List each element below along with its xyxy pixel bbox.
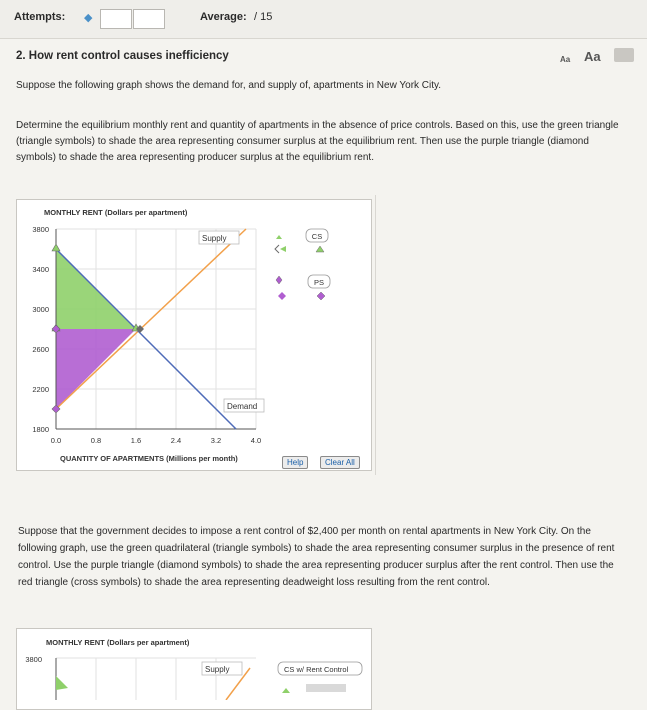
palette-ps-diamond-icon[interactable] xyxy=(278,292,286,300)
y-tick-label: 2200 xyxy=(32,385,49,394)
question-title: 2. How rent control causes inefficiency xyxy=(16,50,229,62)
font-decrease-button[interactable]: Aa xyxy=(560,55,571,64)
x-tick-label: 0.0 xyxy=(50,436,62,445)
help-button[interactable]: Help xyxy=(282,456,308,469)
y-tick-label: 1800 xyxy=(32,425,49,434)
cs-tool-icon[interactable] xyxy=(316,246,324,252)
rent-control-graph[interactable] xyxy=(16,628,370,700)
attempt-box xyxy=(100,9,132,29)
cs-tool-arrow-icon xyxy=(280,246,286,252)
top-bar xyxy=(0,0,647,39)
cs-legend-label: CS w/ Rent Control xyxy=(284,665,349,674)
attempt-box xyxy=(133,9,165,29)
clear-all-button[interactable]: Clear All xyxy=(320,456,360,469)
cs-tool-shape[interactable] xyxy=(306,684,346,692)
y-axis-label: MONTHLY RENT (Dollars per apartment) xyxy=(46,638,190,647)
y-tick-label: 2600 xyxy=(32,345,49,354)
cs-legend-label: CS xyxy=(311,232,323,241)
average-label: Average: xyxy=(200,11,247,23)
question-part2: Suppose that the government decides to impose a rent control of $2,400 per month on rental apartments in New York City. On the following graph, use the green quadrilateral (triangle symbols) to shade the area representing consumer surplus in the presence of rent control. Use the purple triangle (diamond symbols) to shade the area representing producer surplus after the rent control. Then use the red triangle (cross symbols) to shade the area representing deadweight loss resulting from the rent control. xyxy=(18,526,615,588)
x-tick-label: 3.2 xyxy=(210,436,222,445)
y-tick-label: 3800 xyxy=(25,655,42,664)
x-tick-label: 0.8 xyxy=(90,436,102,445)
supply-label: Supply xyxy=(202,234,227,243)
supply-demand-graph[interactable] xyxy=(16,199,370,469)
attempts-status-icon: ◆ xyxy=(84,12,93,24)
ps-legend-label: PS xyxy=(313,278,325,287)
print-icon[interactable] xyxy=(614,48,634,62)
palette[interactable] xyxy=(275,229,330,300)
x-tick-label: 1.6 xyxy=(130,436,142,445)
graph-divider xyxy=(375,195,376,475)
x-tick-label: 2.4 xyxy=(170,436,182,445)
ps-tool-icon[interactable] xyxy=(317,292,325,300)
y-tick-label: 3000 xyxy=(32,305,49,314)
y-tick-label: 3400 xyxy=(32,265,49,274)
question-intro: Suppose the following graph shows the demand for, and supply of, apartments in New York City. xyxy=(16,80,442,91)
y-tick-labels xyxy=(32,225,49,434)
cs-area[interactable] xyxy=(56,676,68,690)
attempts-label: Attempts: xyxy=(14,11,66,23)
cs-marker[interactable] xyxy=(52,244,60,251)
palette-arrow-icon xyxy=(275,245,279,253)
palette-ps-diamond-icon[interactable] xyxy=(276,276,282,284)
question-instructions: Determine the equilibrium monthly rent and quantity of apartments in the absence of price controls. Based on this, use the green triangle (triangle symbols) to shade the area representing consumer surplus at the equilibrium rent. Then use the purple triangle (diamond symbols) to shade the area representing producer surplus at the equilibrium rent. xyxy=(16,120,619,163)
y-tick-label: 3800 xyxy=(32,225,49,234)
x-tick-labels xyxy=(51,436,261,445)
supply-label: Supply xyxy=(205,665,230,674)
cs-tool-icon[interactable] xyxy=(282,688,290,693)
palette-cs-triangle-icon[interactable] xyxy=(276,235,282,239)
y-axis-label: MONTHLY RENT (Dollars per apartment) xyxy=(44,208,188,217)
demand-label: Demand xyxy=(227,402,258,411)
x-axis-label: QUANTITY OF APARTMENTS (Millions per month) xyxy=(60,454,238,463)
x-tick-label: 4.0 xyxy=(250,436,262,445)
font-increase-button[interactable]: Aa xyxy=(584,49,601,64)
average-value: / 15 xyxy=(254,11,273,23)
